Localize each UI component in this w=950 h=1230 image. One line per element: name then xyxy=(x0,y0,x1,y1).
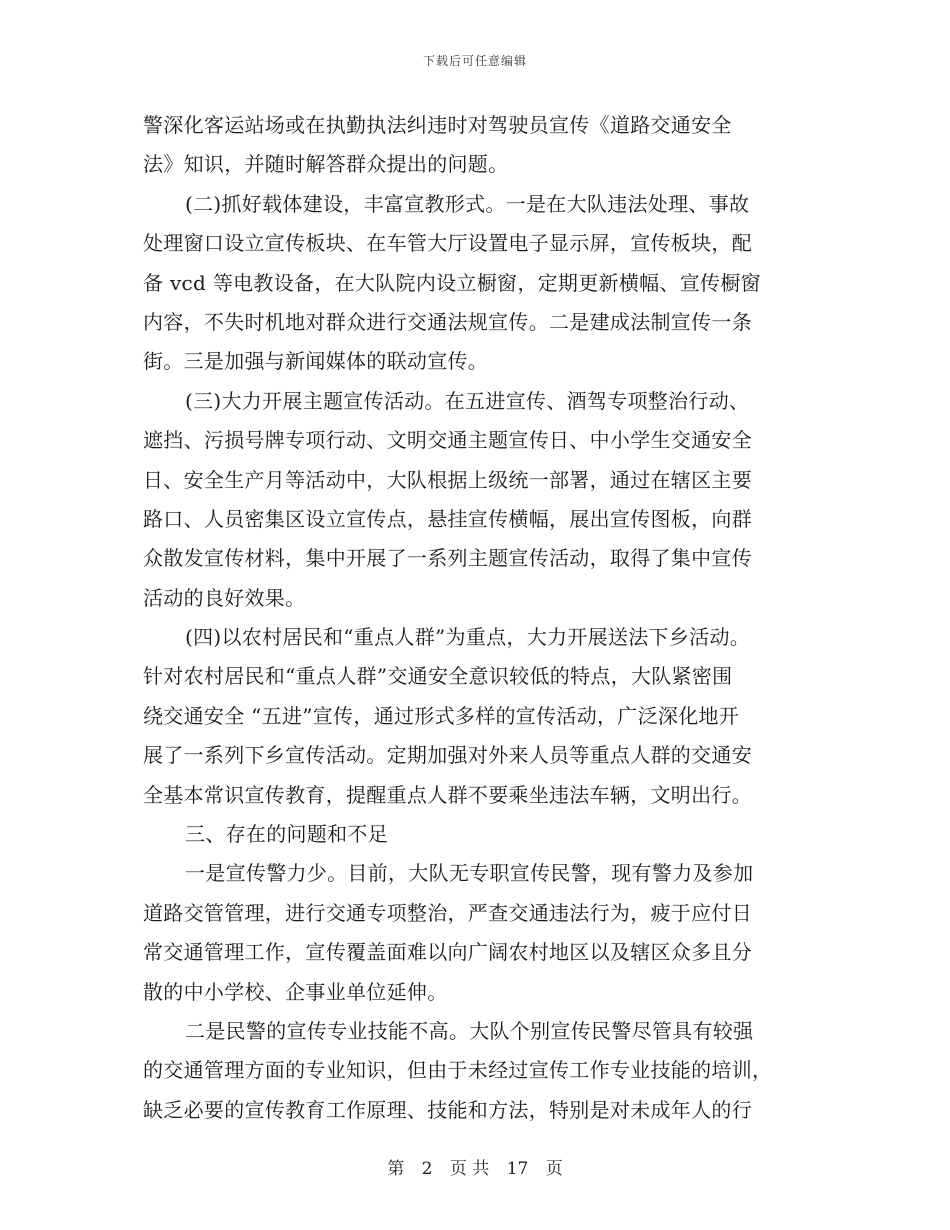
text-line: 街。三是加强与新闻媒体的联动宣传。 xyxy=(143,349,489,374)
text-line: 活动的良好效果。 xyxy=(143,585,306,610)
text-line: 法》知识，并随时解答群众提出的问题。 xyxy=(143,152,509,177)
text-line: 备 vcd 等电教设备，在大队院内设立橱窗，定期更新横幅、宣传橱窗 xyxy=(143,270,761,295)
text-line: (三)大力开展主题宣传活动。在五进宣传、酒驾专项整治行动、 xyxy=(185,388,750,413)
text-line: 遮挡、污损号牌专项行动、文明交通主题宣传日、中小学生交通安全 xyxy=(143,428,752,453)
text-line: (二)抓好载体建设，丰富宣教形式。一是在大队违法处理、事故 xyxy=(185,191,750,216)
text-line: 绕交通安全 “五进”宣传，通过形式多样的宣传活动，广泛深化地开 xyxy=(143,703,740,728)
text-line: 针对农村居民和“重点人群”交通安全意识较低的特点，大队紧密围 xyxy=(143,664,733,689)
text-line: 常交通管理工作，宣传覆盖面难以向广阔农村地区以及辖区众多且分 xyxy=(143,940,752,965)
page-footer xyxy=(0,1154,950,1179)
text-line: 内容，不失时机地对群众进行交通法规宣传。二是建成法制宣传一条 xyxy=(143,309,752,334)
text-line: 全基本常识宣传教育，提醒重点人群不要乘坐违法车辆，文明出行。 xyxy=(143,782,752,807)
text-line: 日、安全生产月等活动中，大队根据上级统一部署，通过在辖区主要 xyxy=(143,467,752,492)
text-line: 路口、人员密集区设立宣传点，悬挂宣传横幅，展出宣传图板，向群 xyxy=(143,506,752,531)
text-line: 的交通管理方面的专业知识，但由于未经过宣传工作专业技能的培训， xyxy=(143,1058,773,1083)
footer-prefix: 第 xyxy=(387,1159,405,1179)
text-line: 处理窗口设立宣传板块、在车管大厅设置电子显示屏，宣传板块，配 xyxy=(143,231,752,256)
footer-suffix: 页 xyxy=(545,1159,563,1179)
footer-middle: 页 共 xyxy=(449,1159,490,1179)
footer-total-pages: 17 xyxy=(506,1159,529,1179)
text-line: 展了一系列下乡宣传活动。定期加强对外来人员等重点人群的交通安 xyxy=(143,743,752,768)
text-line: 二是民警的宣传专业技能不高。大队个别宣传民警尽管具有较强 xyxy=(185,1018,754,1043)
footer-page-number: 2 xyxy=(421,1159,433,1179)
text-line: 警深化客运站场或在执勤执法纠违时对驾驶员宣传《道路交通安全 xyxy=(143,113,732,137)
text-line: 道路交管管理，进行交通专项整治，严查交通违法行为，疲于应付日 xyxy=(143,900,752,925)
text-line: 缺乏必要的宣传教育工作原理、技能和方法，特别是对未成年人的行 xyxy=(143,1097,752,1122)
document-body xyxy=(143,106,803,1130)
text-line: 三、存在的问题和不足 xyxy=(185,822,388,847)
text-line: 众散发宣传材料，集中开展了一系列主题宣传活动，取得了集中宣传 xyxy=(143,546,752,571)
text-line: 散的中小学校、企事业单位延伸。 xyxy=(143,979,448,1004)
text-line: 一是宣传警力少。目前，大队无专职宣传民警，现有警力及参加 xyxy=(185,861,754,886)
text-line: (四)以农村居民和“重点人群”为重点，大力开展送法下乡活动。 xyxy=(185,625,751,650)
page-header: 下载后可任意编辑 xyxy=(422,54,527,68)
